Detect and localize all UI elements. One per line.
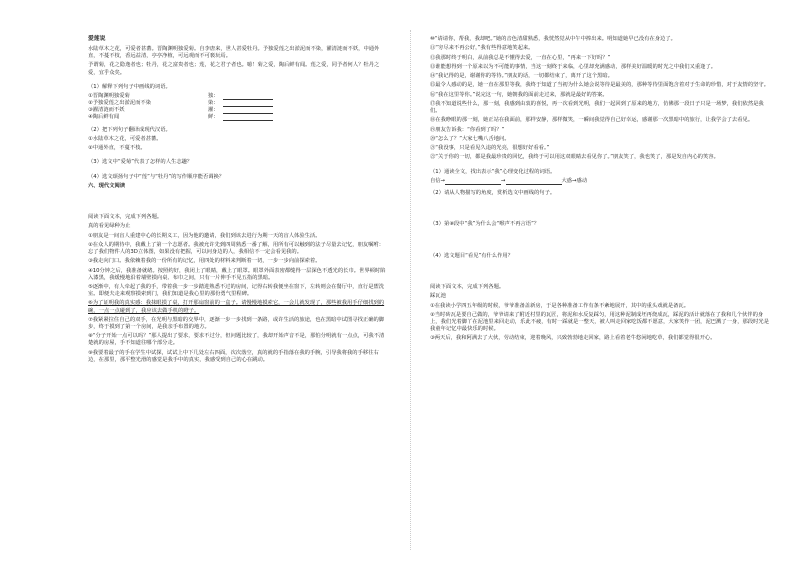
story-paragraph: ⑥为了证明我的真实感：我抹眼摸了桌，打开那扇窗前的一盒子。请慢慢地摸索它，一会儿就发现了，那些被我用手仔细找到的碗，一点一点碰到了，我应该去做手机的瞪子。 <box>88 300 385 314</box>
story-paragraph: ⑮最令人感动的是，她一直在那里等我，我终于知道了当初为什么她会说等待是最美的，那种等待里面饱含着对于生命的珍惜，对于友情的坚守。 <box>430 82 770 89</box>
story-paragraph: ⑲朋友告诉我：“你看到了吗？” <box>430 126 505 133</box>
right-column <box>430 36 770 345</box>
story-paragraph: ㉒“关于你的一切，都是我最珍贵的回忆，我终于可以用这双眼睛去看见你了。”朋友笑了，我也笑了，那是发自内心的笑容。 <box>430 154 719 161</box>
story-paragraph: ⑩“请请你，帮我，我却吧。”她的音色清甜熟悉，我恍然觉从中午中捧出来。明知道她早已没有在身边了。 <box>430 36 676 42</box>
story-paragraph: ⑪“穷尽来不再公好，”我有些得意地笑起来。 <box>430 45 534 52</box>
rq1-start: 自信→ <box>430 178 446 185</box>
story-paragraph: ⑨我要着最子的手在学生中试探，试试上中下几处左右四面，次次落空，真的就的手指落在我的手腕，引导我将我的手移往右边，在那里，那平整光滑的感觉是我手中的真实，我感受到自己的心在跳动。 <box>88 349 379 363</box>
reading-intro: 阅读下面文本，完成下列各题。 <box>88 214 163 221</box>
answer-blank[interactable] <box>223 108 273 114</box>
q1-item: ①晋陶渊明独爱菊 <box>88 93 130 100</box>
answer-blank[interactable] <box>223 101 273 107</box>
q1-item: ④陶后鲜有闻 <box>88 114 120 121</box>
rq1-answer-row <box>430 178 770 185</box>
story-paragraph: ⑧“分子开始一点可以吗？”那人提出了要求，要求不过分，但问题比较了，我却开始声音不是，那怕分明就有一点点，可我不清楚就的房屋，手不知道往哪个部分走。 <box>88 333 385 347</box>
story-paragraph: ③我走向门口。我依赖着我的一份所有的记忆，用四处的材料来判断着一切，一步一步向前探索着。 <box>88 258 321 265</box>
answer-blank[interactable] <box>223 94 273 100</box>
rq1-end: 大惑→感动 <box>561 178 588 185</box>
poem-paragraph: 水陆草木之花，可爱者甚蕃。晋陶渊明独爱菊。自李唐来，世人甚爱牡丹。予独爱莲之出淤泥而不染，濯清涟而不妖，中通外直，不蔓不枝，香远益清，亭亭净植，可远观而不可亵玩焉。 <box>88 46 380 60</box>
story-paragraph: ⑭“我记得的是，谢谢你的等待。”朋友的话，一切都结束了，离开了这个黑暗。 <box>430 73 613 80</box>
story-paragraph: ⑯“我在这里等你。”说完这一句，她朝我的面前走过来，那就是最好的答案。 <box>430 91 608 98</box>
q1-label: 独： <box>208 93 219 100</box>
answer-blank[interactable] <box>223 115 273 121</box>
q1-label: 濯： <box>208 107 219 114</box>
q1-item: ③濯清涟而不妖 <box>88 107 125 114</box>
story-title: 踩瓦池 <box>430 293 446 300</box>
q1-row <box>88 100 388 107</box>
q1-label: 鲜： <box>208 114 219 121</box>
q1-row <box>88 114 388 121</box>
reading-question-4: （4）选文题目“看见”有什么作用？ <box>430 252 514 259</box>
story-paragraph: ③两天后，我和阿满去了大伙，劳动结束，迎着晚风，兴致勃勃地走回家，路上看着老牛悠闲地吃草，我们都觉得很开心。 <box>430 335 716 342</box>
poem-title: 爱莲说 <box>88 36 106 42</box>
q1-row <box>88 107 388 114</box>
q2-item: ①水陆草木之花，可爱者甚蕃。 <box>88 135 162 142</box>
reading-question-2: （2）请从人物描写的角度，赏析选文中画线的句子。 <box>430 190 556 197</box>
story-paragraph: ①朋友是一间盲人重建中心的长期义工，因为他的邀请，我们到该去进行为期一天的盲人体验生活。 <box>88 232 321 239</box>
story-paragraph: ①在我读小学四五年级的时候，爷爷准备盖新房，于是各种准备工作有条不紊地展开，其中的重头戏就是备瓦。 <box>430 302 690 309</box>
reading-question-3: （3）第⑧段中“我”为什么会“喉声不再言语”？ <box>430 221 540 228</box>
question-3: （3）选文中“爱菊”代表了怎样的人生志趣？ <box>88 159 193 166</box>
question-4: （4）选文颂扬句子中“莲”与“牡丹”的写作顺序能否调换？ <box>88 173 225 180</box>
story-paragraph: ⑦我紧紧拉住自己的双手，在光明与黑暗的交界中，逐渐一步一步找到一条路，或许生活的旅途，也在黑暗中试图寻找正确的脚步，终于摸到了第一个房间，是我亲手布置的地方。 <box>88 316 385 330</box>
story-paragraph: ⑬谁能想得到一个原来以为不可能的事情，当这一刻终于来临，心里却充满感动，那样美好温暖的时光之中我们又重逢了。 <box>430 63 717 70</box>
left-column <box>88 36 388 366</box>
poem-paragraph: 予谓菊，花之隐逸者也；牡丹，花之富贵者也；莲，花之君子者也。噫！菊之爱，陶后鲜有闻。莲之爱，同予者何人？牡丹之爱，宜乎众矣。 <box>88 62 380 76</box>
story-paragraph: ⑰我不知道说些什么，那一刻，我感到由衷的喜悦，再一次看到光明，我们一起回到了原来的地方，仿佛那一段日子只是一场梦，我们依然是我们。 <box>430 100 764 115</box>
story-paragraph: ⑤逐渐中，有人牵起了我的手，带着我一步一步踏进熟悉不过的房间，记得右转我便坐在窗下，左转则会在餐厅中，直行是盥洗室。即便夫走来观察摸索到门，我们知道是我心里的那份勇气里程碑。 <box>88 284 385 298</box>
section-heading: 六、现代文阅读 <box>88 182 126 189</box>
q1-label: 染： <box>208 100 219 107</box>
story-paragraph: ②当时砖瓦是要自己做的，爷爷请来了附近村里的瓦匠，将泥和水反复踩匀，用这种泥制成坯再烧成瓦，踩泥的活计就落在了我和几个伙伴的身上，我们光着脚丫在泥池里来回走动，乐此不疲，有时一踩就是一整天，被人叫走回家吃饭都不愿意，大家笑作一团，泥巴溅了一身，那段时光是我童年记忆中最快乐的时候。 <box>430 311 770 332</box>
story-paragraph: ④10分钟之后，我准备就绪。按照约好，我闭上了眼睛，戴上了眼罩。眼罩外面表密都缝得一层深色不透光的长巾。世界顿时陷入漆黑，我缓慢地沿着墙壁摸向桌、布巾之间，只有一片伸手不见五指的黑暗。 <box>88 267 386 281</box>
story-paragraph: ⑳“怎么了？”大家七嘴八舌地问。 <box>430 135 510 142</box>
q2-item: ②中通外直，不蔓不枝。 <box>88 145 146 152</box>
q1-item: ②予独爱莲之出淤泥而不染 <box>88 100 152 107</box>
question-2: （2）把下列句子翻译成现代汉语。 <box>88 126 171 133</box>
question-1: （1）解释下列句子中画线的词语。 <box>88 83 171 90</box>
reading-intro: 阅读下面文本，完成下列各题。 <box>430 283 505 290</box>
column-separator <box>410 30 411 550</box>
story-paragraph: ⑱在我睁眼的那一刻，她正站在我面前，那样安静，那样微笑，一瞬间我觉得自己好幸运，感谢那一次黑暗中的旅行，让我学会了去看见。 <box>430 117 754 124</box>
story-paragraph: ⑫我那时终于明白，从前我总是不懂得去爱，一直在心里，“再来一下好吗？” <box>430 54 611 61</box>
answer-blank[interactable] <box>445 179 501 185</box>
reading-question-1: （1）通读全文，找出表示“我”心理变化过程的词语。 <box>430 168 556 175</box>
story-title: 真的看见绿种为止 <box>88 223 131 230</box>
story-paragraph: ②在众人的期待中，我戴上了第一个志愿者。我被允许先到四周熟悉一番了解，用所有可以触到的法子尽量去记忆，朋友嘱咐：忘了我们物件人的3D立体图，如果没有把握，可以问身边的人，我相信不一定会看见我的。 <box>88 242 385 256</box>
story-paragraph: ㉑“我没事，只是看见久违的光亮，很想好好看看。” <box>430 145 550 152</box>
answer-blank[interactable] <box>506 179 562 185</box>
rq1-mid: → <box>501 178 506 185</box>
